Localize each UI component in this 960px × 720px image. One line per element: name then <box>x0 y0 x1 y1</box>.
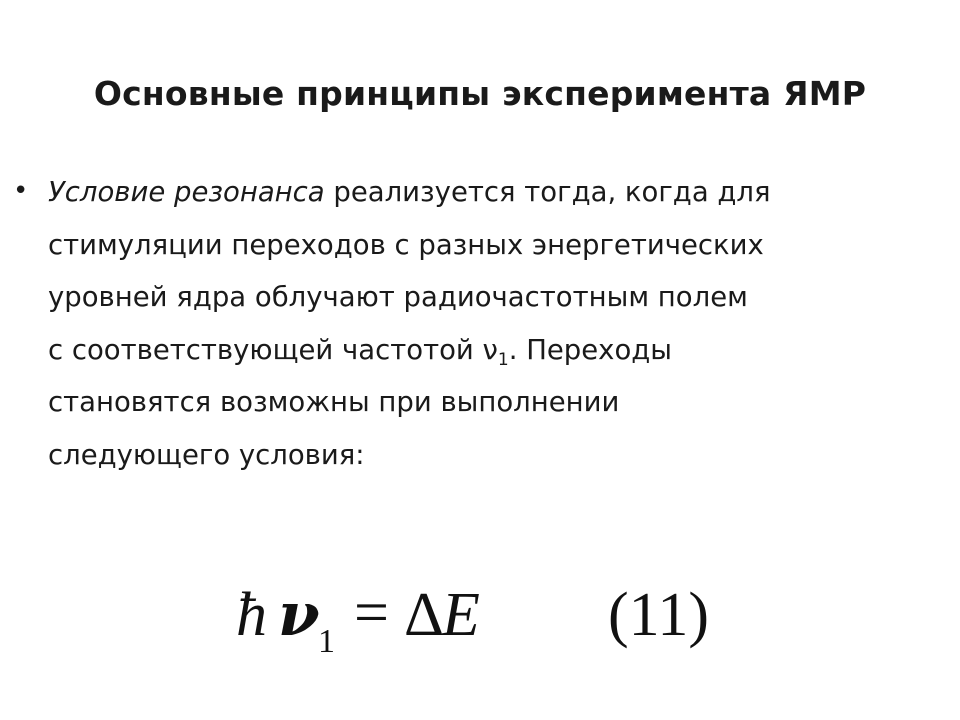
text-line-1: реализуется тогда, когда для <box>324 176 771 208</box>
bullet-marker: • <box>13 176 29 206</box>
text-line-4-end: . Переходы <box>508 333 672 366</box>
text-line-5: становятся возможны при выполнении <box>48 386 620 418</box>
formula-subscript: 1 <box>318 623 335 660</box>
text-line-6: следующего условия: <box>48 438 365 471</box>
text-line-3: уровней ядра облучают радиочастотным полем <box>48 281 748 313</box>
text-line-2: стимуляции переходов с разных энергетических <box>48 228 764 261</box>
formula-nu: ν <box>278 580 320 650</box>
formula-delta: Δ <box>404 581 444 649</box>
formula-number: (11) <box>608 581 709 649</box>
bullet-item <box>13 166 933 481</box>
italic-lead: Условие резонанса <box>48 176 325 208</box>
slide-title: Основные принципы эксперимента ЯМР <box>93 74 867 113</box>
nu-subscript: 1 <box>497 349 509 370</box>
formula-equals: = <box>354 579 389 647</box>
bullet-text <box>48 166 933 481</box>
text-line-4: с соответствующей частотой ν <box>48 333 498 366</box>
formula-hbar: ħ <box>236 581 267 649</box>
formula-energy: E <box>442 581 480 649</box>
